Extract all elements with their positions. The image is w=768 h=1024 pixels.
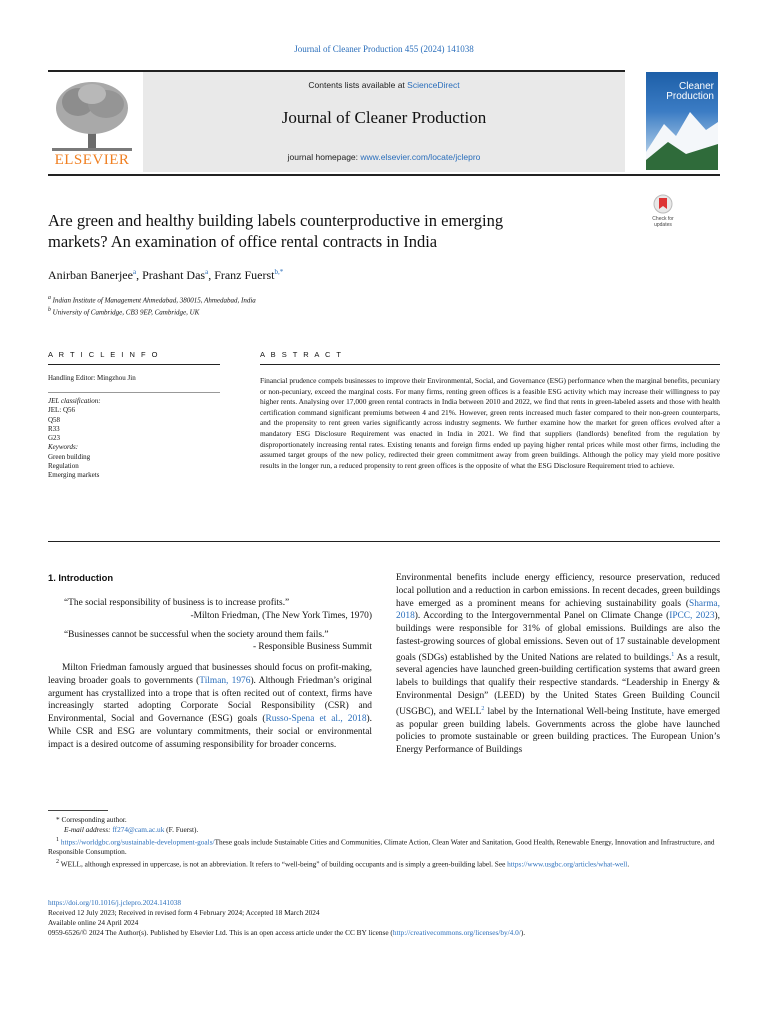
abstract-text: Financial prudence compels businesses to improve their Environmental, Social, and Governance (ESG) performance when the marginal benefits, pecuniary or non-pecuniary, exceed the marginal costs. For many firms, renting green offices is a feasible ESG activity which may increase their willingness to pay higher rents. Analysing over 17,000 green rental contracts in India between 2010 and 2022, we find that rents in green-labeled assets and those with health certification command significant premiums between 4 and 21%. However, green rents increased much faster compared to their non-green counterparts, and the propensity to rent green varies significantly across industry segments. We further examine how the market for green offices evolved after a mandatory ESG Disclosure Requirement was enacted in India in 2021. We find that suppliers (landlords) benefited from the regulation by disproportionately increasing rental rates. Existing tenants and foreign firms ended up paying higher rental prices while most other firms, including the assumed target groups of the new policy, redirected their green commitment away from green buildings. Although the policy may yield more positive results in the longer run, a reduced propensity to rent green offices is the opposite of what the ESG Disclosure Requirement tried to achieve. [260,376,720,470]
quote-attribution: - Responsible Business Summit [252,642,372,653]
article-info-heading: A R T I C L E I N F O [48,350,160,359]
quote-attribution: -Milton Friedman, (The New York Times, 1970) [190,610,372,621]
affiliation-sup: a [48,295,51,301]
publication-info [48,898,720,938]
email-suffix: (F. Fuerst). [164,825,199,834]
sciencedirect-link[interactable]: ScienceDirect [407,80,460,90]
contents-prefix: Contents lists available at [308,80,408,90]
article-info-rule [48,364,220,365]
author-affil-sup[interactable]: b,* [274,268,284,276]
footnotes [48,815,720,870]
abstract-rule [260,364,720,365]
license-line [48,928,720,938]
received-dates: Received 12 July 2023; Received in revised form 4 February 2024; Accepted 18 March 2024 [48,908,320,917]
citation-link[interactable]: Tilman, 1976 [199,675,251,686]
handling-editor: Handling Editor: Mingzhou Jin [48,374,136,382]
footnote-end: . [627,859,630,869]
footnote-ref[interactable]: 2 [481,705,485,712]
intro-column-left [48,572,372,751]
cover-title-line2: Production [666,91,714,102]
author-name[interactable]: Anirban Banerjee [48,268,133,282]
affiliation [48,307,199,316]
affiliation-text: University of Cambridge, CB3 9EP, Cambridge, UK [52,308,200,317]
footnote-number: 1 [56,837,60,843]
jel-block [48,397,220,481]
doi-link[interactable]: https://doi.org/10.1016/j.jclepro.2024.141038 [48,898,182,907]
email-link[interactable]: ff274@cam.ac.uk [112,825,165,834]
check-updates-line2: updates [654,222,672,228]
footnote [48,857,720,869]
paragraph-text: Milton Friedman famously argued that businesses should focus on profit-making, leaving broader goals to governments ( [48,663,372,686]
bookmark-icon [652,194,674,214]
keyword: Green building [48,452,91,461]
quote: “The social responsibility of business is to increase profits.” [64,598,290,608]
author-affil-sup[interactable]: a [205,268,209,276]
citation-link[interactable]: Sharma, 2018 [396,598,720,622]
intro-paragraph [48,662,372,751]
jel-code: R33 [48,424,60,433]
author-name[interactable]: Franz Fuerst [214,268,275,282]
elsevier-wordmark: ELSEVIER [54,152,130,168]
homepage-prefix: journal homepage: [287,152,361,162]
affiliation-sup: b [48,307,51,313]
affiliation [48,295,256,304]
paragraph-text: Environmental benefits include energy efficiency, resource preservation, reduced local pollution and a reduction in carbon emissions. In recent decades, green buildings have emerged as a prominent means for achieving sustainability goals ( [396,573,720,609]
available-online: Available online 24 April 2024 [48,918,139,927]
keyword: Emerging markets [48,471,100,480]
keywords-heading: Keywords: [48,443,79,452]
article-title [48,210,608,252]
author-affil-sup[interactable]: a [132,268,137,276]
affiliation-text: Indian Institute of Management Ahmedabad, 380015, Ahmedabad, India [52,296,256,305]
check-for-updates-badge[interactable] [648,194,678,228]
footnote [48,835,720,857]
footnote-ref[interactable]: 1 [671,651,675,658]
abstract-bottom-rule [48,541,720,542]
footnote-text: WELL, although expressed in uppercase, is not an abbreviation. It refers to “well-being” of building occupants and is simply a green-building label. See [60,859,508,869]
masthead [48,72,720,174]
citation-link[interactable]: IPCC, 2023 [669,611,715,622]
footnote-text: These goals include Sustainable Cities and Communities, Climate Action, Clean Water and Sanitation, Good Health, Renewable Energy, Innovation and Infrastructure, and Responsible Consumption. [48,837,715,857]
contents-line [143,80,625,90]
footnote-rule [48,810,108,811]
title-line1: Are green and healthy building labels counterproductive in emerging [48,211,504,230]
intro-heading: 1. Introduction [48,572,114,583]
footnote-link[interactable]: https://worldgbc.org/sustainable-development-goals/ [60,837,215,847]
cover-title [666,82,714,102]
abstract-heading: A B S T R A C T [260,350,343,359]
header-bottom-rule [48,174,720,176]
corresponding-author-note: * Corresponding author. [56,815,127,824]
jel-code: Q58 [48,415,61,424]
paragraph-text: label by the International Well-being Institute, have emerged as popular green building labels. Governments across the globe have launched policies to promote sustainable or green building practices. The European Union’s Energy Performance of Buildings [396,706,720,755]
paragraph-text: ), buildings were responsible for 31% of global emissions. Buildings are also the fastest-growing sources of global emissions. Seven out of 17 sustainable development goals (SDGs) established by the United Nations are related to buildings. [396,611,720,663]
email-line [48,825,720,835]
license-end: ). [520,928,526,937]
footnote-number: 2 [56,859,60,866]
author-name[interactable]: Prashant Das [142,268,206,282]
license-link[interactable]: http://creativecommons.org/licenses/by/4.0/ [392,928,521,937]
citation-link[interactable]: Russo-Spena et al., 2018 [265,714,367,724]
cover-title-line1: Cleaner [678,81,714,92]
paragraph-text: ). Although Friedman’s original argument has crystallized into a trope that is often recited out of context, firms have increasingly started adopting Corporate Social Responsibility (CSR) and Environmental, Social and Governance (ESG) goals ( [48,675,373,724]
keyword: Regulation [48,462,79,471]
paragraph-text: ). According to the Intergovernmental Panel on Climate Change ( [414,611,670,622]
license-text: 0959-6526/© 2024 The Author(s). Published by Elsevier Ltd. This is an open access article under the CC BY license ( [48,928,393,937]
paragraph-text: ). While CSR and ESG are voluntary commitments, their social or environmental impact is a desired outcome of assuming responsibility for broader concerns. [48,714,372,750]
paragraph-text: As a result, several agencies have launched green-building certification systems that award green labels to buildings that qualify their respective standards. “Leadership in Energy & Environmental Design” (LEED) by the United States Green Building Council (USGBC), and WELL [396,652,720,717]
footnote-link[interactable]: https://www.usgbc.org/articles/what-well [507,859,628,869]
intro-column-right [396,572,720,757]
journal-banner [143,72,625,172]
author-list: Anirban Banerjee$^a$, Prashant Das$^a$, Franz Fuerst$^{b,*}$ [48,268,284,282]
title-line2: markets? An examination of office rental contracts in India [48,232,438,251]
journal-name: Journal of Cleaner Production [281,108,487,127]
elsevier-logo[interactable] [48,72,136,172]
homepage-link[interactable]: www.elsevier.com/locate/jclepro [360,152,481,162]
jel-heading: JEL classification: [48,397,101,405]
quote: “Businesses cannot be successful when the society around them fails.” [64,629,329,640]
jel-code: JEL: Q56 [48,406,76,415]
citation-line[interactable]: Journal of Cleaner Production 455 (2024) 141038 [294,44,474,54]
check-updates-line1: Check for [652,216,674,222]
journal-cover[interactable] [646,72,718,170]
email-label: E-mail address: [64,825,113,834]
homepage-line [143,152,625,162]
jel-code: G23 [48,434,61,443]
article-info-divider [48,392,220,393]
